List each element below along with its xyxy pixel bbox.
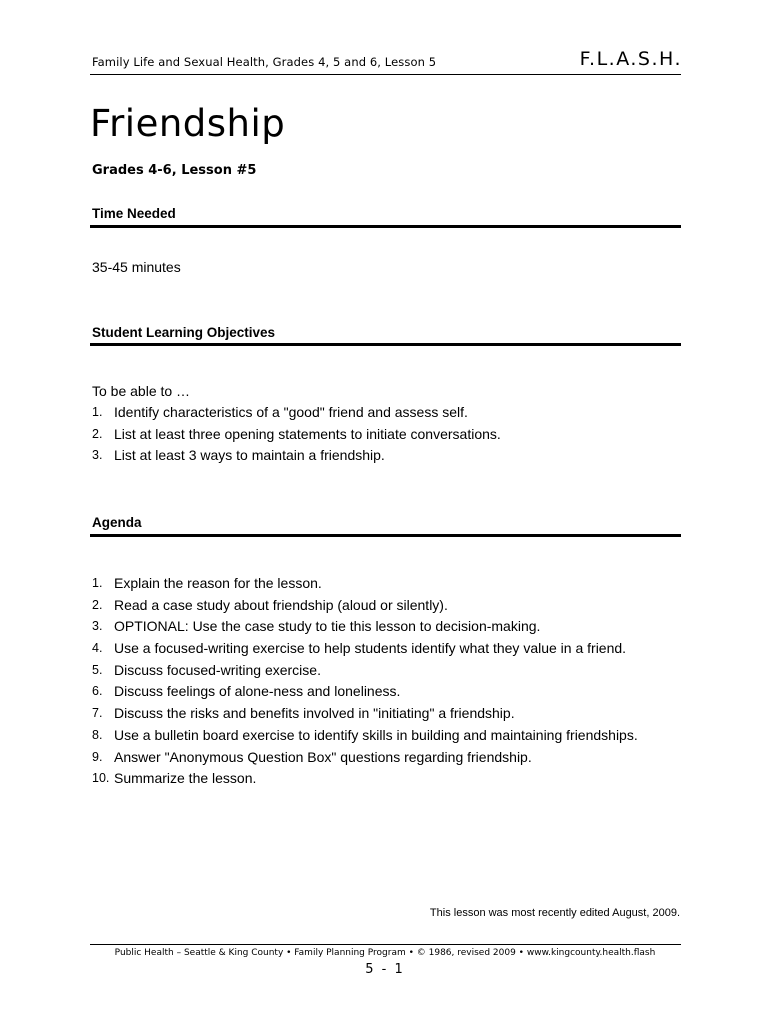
time-needed-heading: Time Needed	[92, 206, 176, 221]
list-item-number: 8.	[92, 727, 103, 742]
objectives-list	[92, 402, 501, 467]
list-item-number: 9.	[92, 749, 103, 764]
list-item	[92, 595, 638, 617]
list-item-text: Identify characteristics of a "good" friend and assess self.	[114, 404, 468, 420]
list-item-number: 4.	[92, 641, 103, 656]
list-item-number: 1.	[92, 576, 103, 590]
list-item	[92, 703, 638, 725]
list-item	[92, 616, 638, 638]
list-item-number: 3.	[92, 619, 103, 634]
list-item	[92, 445, 501, 467]
list-item	[92, 725, 638, 747]
list-item	[92, 768, 638, 790]
footer-credit: Public Health – Seattle & King County • Family Planning Program • © 1986, revised 2009 • www.kingcounty.health.flash	[114, 948, 656, 958]
list-item-text: Read a case study about friendship (aloud or silently).	[114, 596, 448, 613]
list-item-text: List at least 3 ways to maintain a friendship.	[114, 447, 385, 464]
list-item	[92, 681, 638, 703]
list-item-text: Discuss focused-writing exercise.	[114, 661, 321, 678]
list-item-text: Explain the reason for the lesson.	[114, 575, 322, 591]
list-item-text: List at least three opening statements to initiate conversations.	[114, 425, 501, 442]
agenda-divider	[90, 534, 681, 537]
list-item	[92, 638, 638, 660]
list-item	[92, 747, 638, 769]
list-item-number: 5.	[92, 662, 103, 677]
list-item-text: Use a bulletin board exercise to identify skills in building and maintaining friendships.	[114, 726, 638, 743]
time-needed-divider	[90, 225, 681, 228]
objectives-heading: Student Learning Objectives	[92, 325, 276, 340]
agenda-heading: Agenda	[92, 515, 142, 530]
list-item-text: Discuss the risks and benefits involved in "initiating" a friendship.	[114, 705, 515, 722]
list-item-number: 2.	[92, 426, 103, 441]
list-item-text: Discuss feelings of alone-ness and loneliness.	[114, 683, 401, 700]
list-item	[92, 424, 501, 446]
list-item	[92, 573, 638, 595]
agenda-list	[92, 573, 638, 790]
list-item-text: Summarize the lesson.	[114, 770, 257, 787]
list-item	[92, 402, 501, 424]
header-divider	[90, 74, 681, 75]
objectives-intro: To be able to …	[92, 383, 191, 399]
list-item-number: 1.	[92, 405, 103, 419]
list-item-text: OPTIONAL: Use the case study to tie this lesson to decision-making.	[114, 618, 541, 635]
footer-divider	[90, 944, 681, 945]
objectives-divider	[90, 343, 681, 346]
edit-date-note: This lesson was most recently edited August, 2009.	[429, 907, 680, 919]
lesson-subtitle: Grades 4-6, Lesson #5	[92, 163, 257, 178]
page-number: 5 - 1	[365, 962, 405, 977]
time-needed-value: 35-45 minutes	[92, 259, 181, 275]
list-item-text: Use a focused-writing exercise to help students identify what they value in a friend.	[114, 640, 627, 657]
list-item-number: 7.	[92, 706, 103, 721]
header-brand: F.L.A.S.H.	[579, 48, 682, 70]
header-course-title: Family Life and Sexual Health, Grades 4, 5 and 6, Lesson 5	[92, 55, 437, 69]
list-item-text: Answer "Anonymous Question Box" questions regarding friendship.	[114, 748, 532, 765]
list-item	[92, 660, 638, 682]
lesson-title: Friendship	[90, 102, 286, 145]
list-item-number: 6.	[92, 684, 103, 699]
list-item-number: 2.	[92, 597, 103, 612]
list-item-number: 10.	[92, 771, 110, 786]
list-item-number: 3.	[92, 448, 103, 463]
